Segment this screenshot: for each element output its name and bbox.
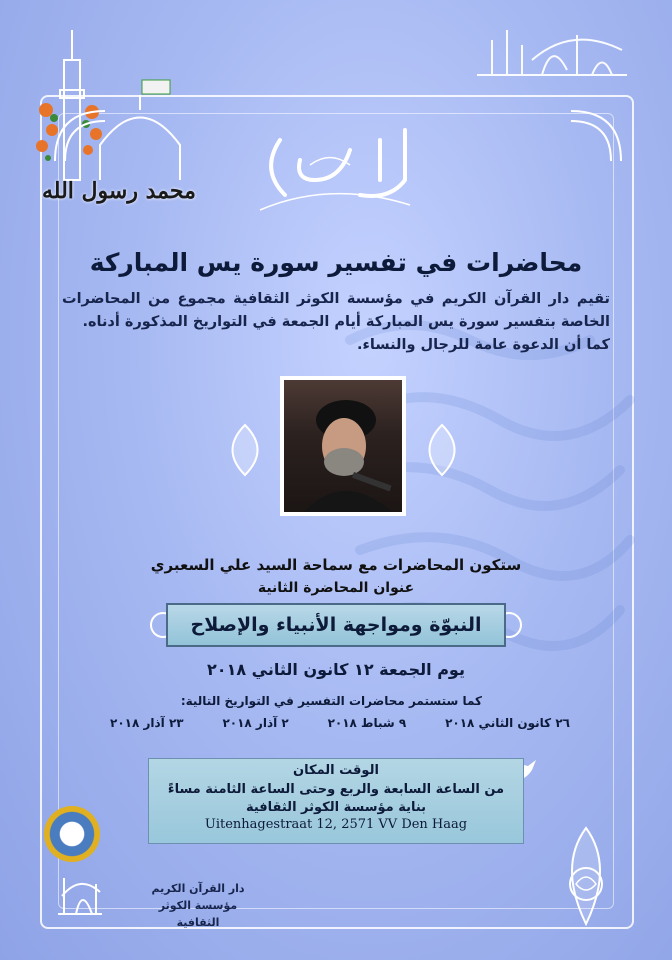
info-address: Uitenhagestraat 12, 2571 VV Den Haag	[204, 817, 468, 832]
kawthar-logo	[44, 806, 100, 862]
intro-line-2: الخاصة بتفسير سورة يس المباركة أيام الجمعة في التواريخ المذكورة أدناه.	[82, 314, 610, 330]
ornament-right	[412, 420, 472, 480]
intro-paragraph	[62, 288, 610, 357]
bismillah-calligraphy	[472, 20, 632, 96]
upcoming-date: ٢٦ كانون الثاني ٢٠١٨	[445, 716, 570, 730]
corner-ornament-top-right	[566, 106, 626, 166]
yasin-calligraphy	[240, 110, 430, 220]
speaker-line: ستكون المحاضرات مع سماحة السيد علي السعبري	[150, 556, 522, 574]
ornament-left	[215, 420, 275, 480]
footer-org-line-1: دار القرآن الكريم	[151, 882, 245, 895]
medallion-ornament	[556, 826, 616, 926]
footer-org	[148, 880, 248, 931]
speaker-photo-frame	[280, 376, 406, 516]
speaker-photo	[284, 380, 402, 512]
lecture-title-banner	[166, 603, 506, 647]
info-building: بناية مؤسسة الكوثر الثقافية	[245, 800, 427, 815]
prophet-name-calligraphy: محمد رسول الله	[42, 178, 196, 204]
time-place-box	[148, 758, 524, 844]
intro-line-3: كما أن الدعوة عامة للرجال والنساء.	[357, 337, 610, 353]
upcoming-dates	[110, 716, 570, 730]
corner-ornament-top-left	[50, 106, 110, 166]
lecture-label: عنوان المحاضرة الثانية	[257, 580, 415, 596]
upcoming-date: ٩ شباط ٢٠١٨	[327, 716, 407, 730]
info-heading: الوقت المكان	[293, 763, 379, 778]
lecture-date: يوم الجمعة ١٢ كانون الثاني ٢٠١٨	[207, 660, 465, 679]
info-time: من الساعة السابعة والربع وحتى الساعة الثامنة مساءً	[167, 782, 505, 797]
lecture-title: النبوّة ومواجهة الأنبياء والإصلاح	[190, 614, 482, 636]
footer-org-line-2: مؤسسة الكوثر الثقافية	[158, 899, 238, 929]
page-title: محاضرات في تفسير سورة يس المباركة	[89, 248, 583, 277]
continue-note: كما ستستمر محاضرات التفسير في التواريخ التالية:	[180, 694, 482, 708]
intro-line-1: تقيم دار القرآن الكريم في مؤسسة الكوثر الثقافية مجموع من المحاضرات	[62, 291, 610, 307]
upcoming-date: ٢ آذار ٢٠١٨	[222, 716, 289, 730]
quran-house-logo	[52, 866, 108, 922]
upcoming-date: ٢٣ آذار ٢٠١٨	[110, 716, 184, 730]
